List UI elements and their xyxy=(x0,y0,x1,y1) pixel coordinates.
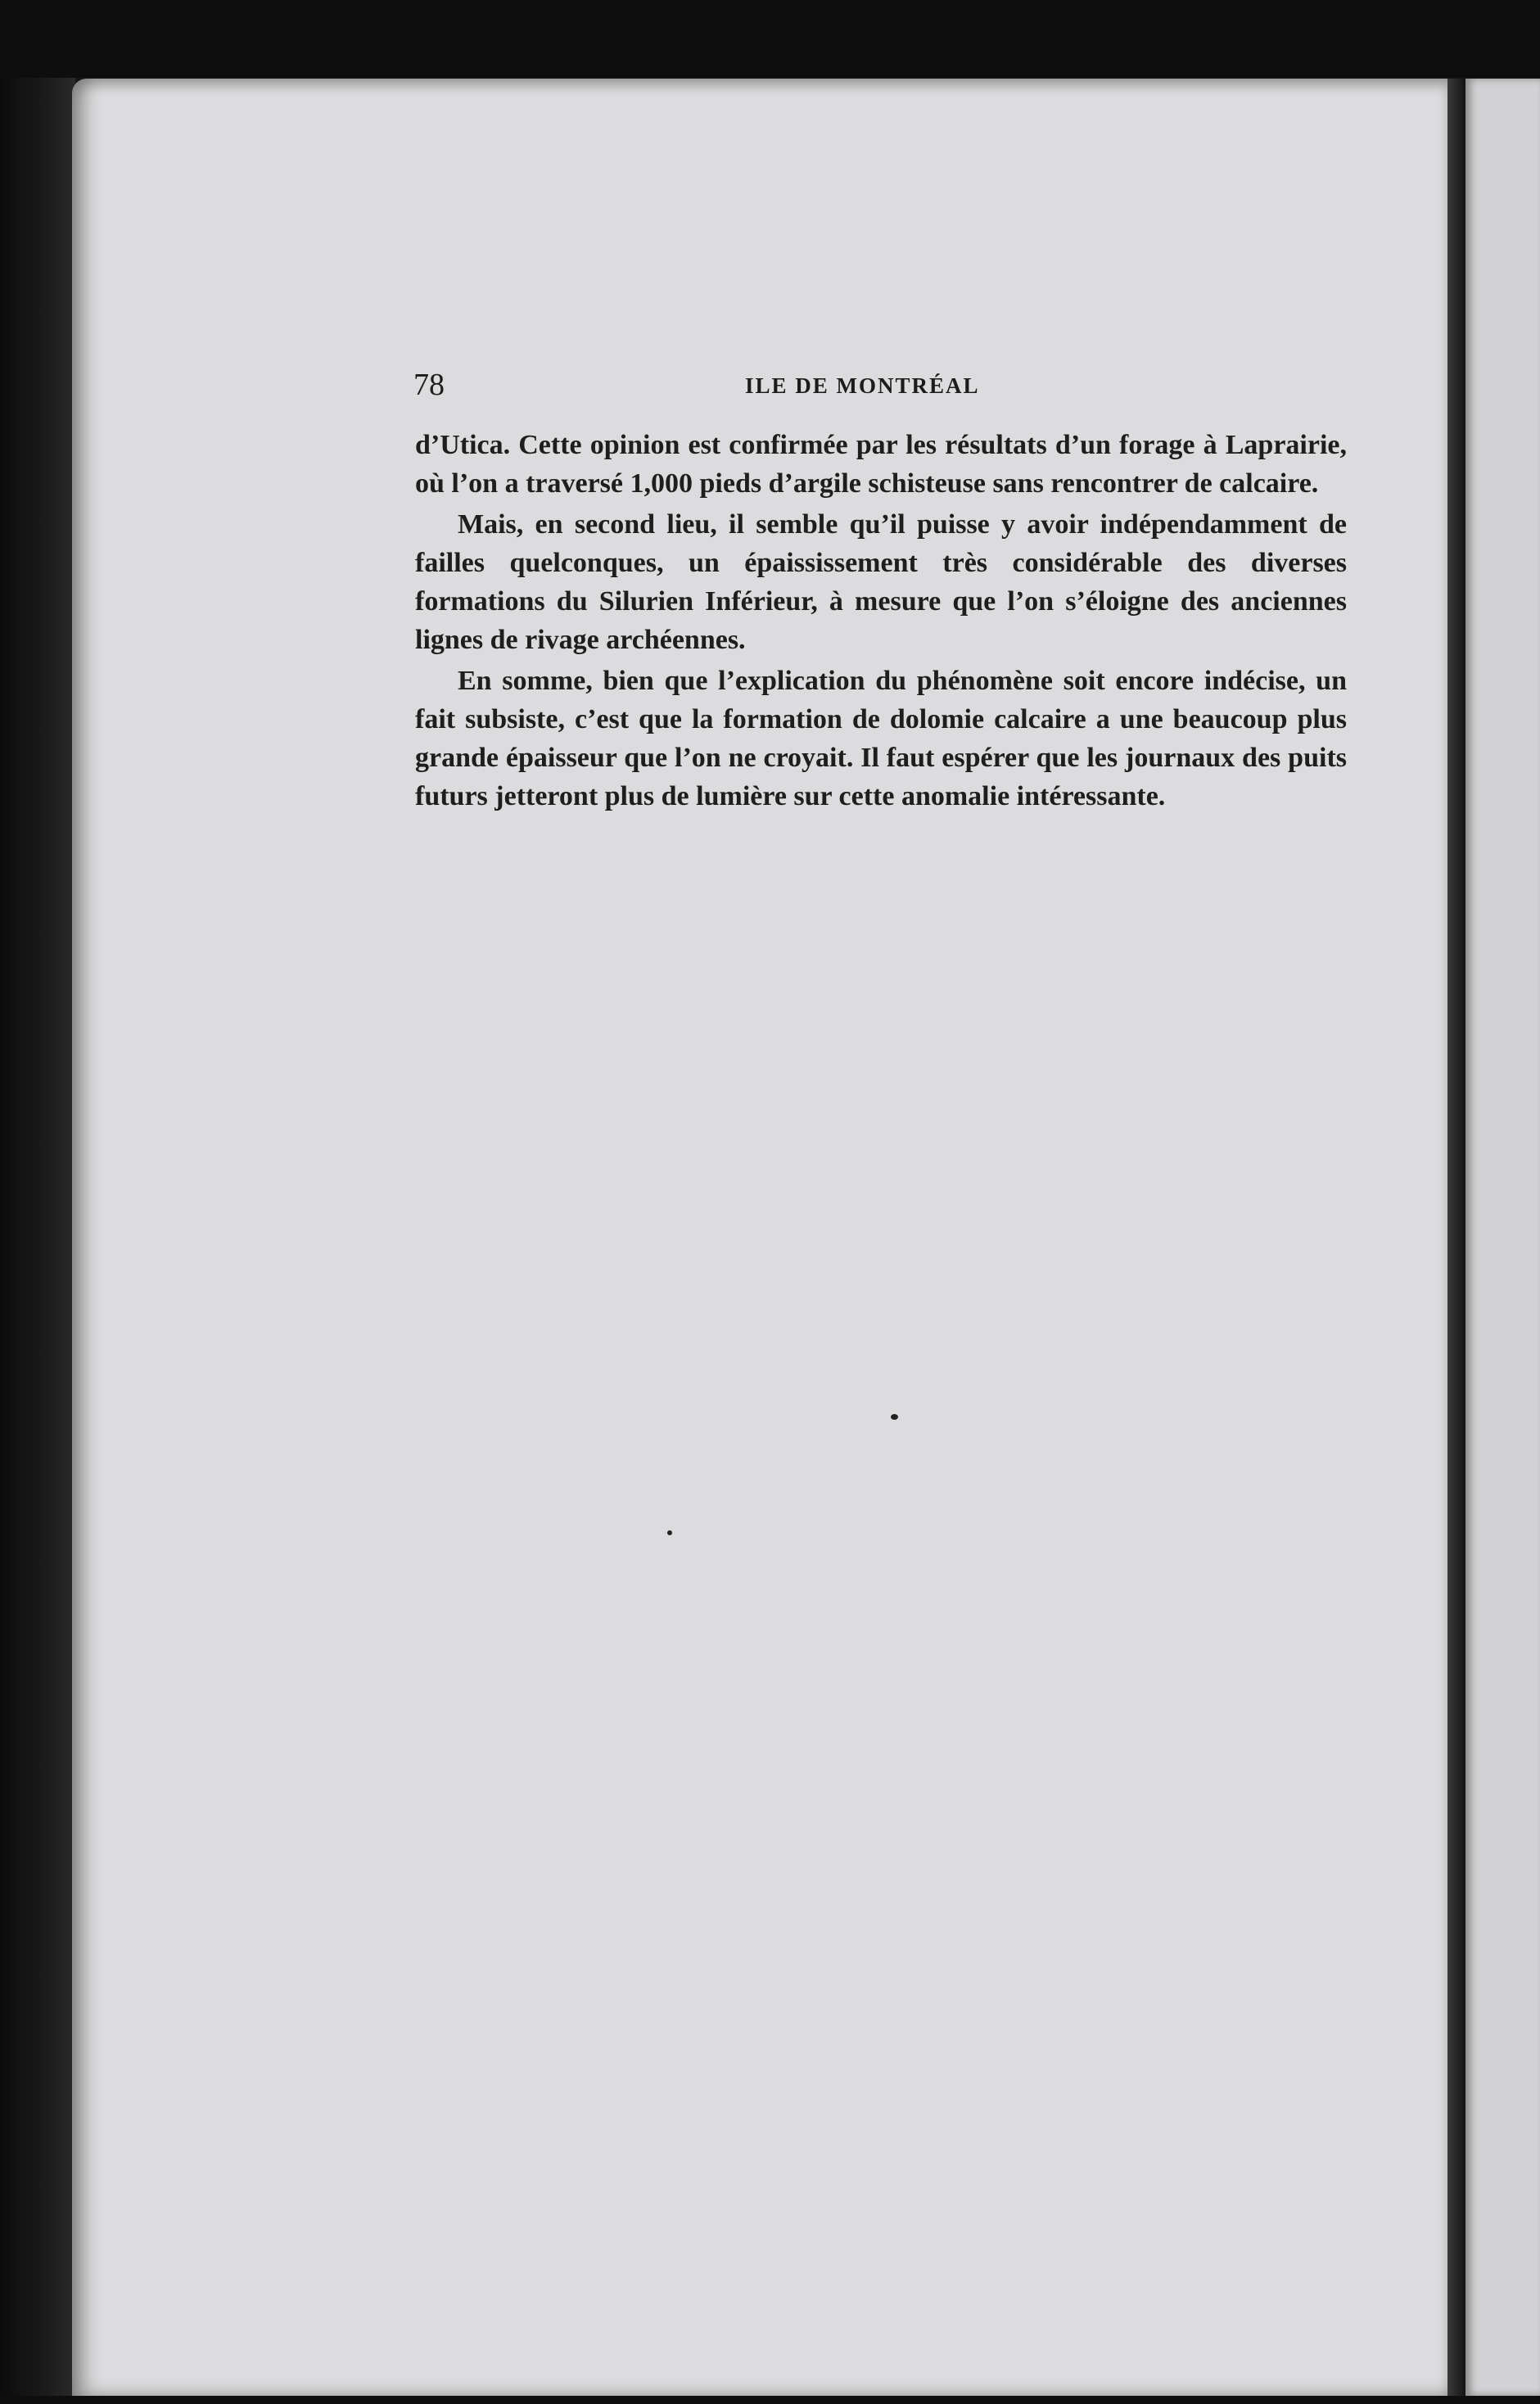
running-head: ILE DE MONTRÉAL xyxy=(745,373,980,398)
scan-border-bottom xyxy=(0,2396,1540,2404)
page-number: 78 xyxy=(413,368,445,402)
scan-border-left xyxy=(0,78,75,2404)
ink-speck xyxy=(667,1530,672,1535)
book-gutter xyxy=(1447,79,1465,2396)
ink-speck xyxy=(891,1414,898,1420)
paragraph-3: En somme, bien que l’explication du phénomène soit encore indécise, un fait subsiste, c’est que la formation de dolomie calcaire a une beaucoup plus grande épaisseur que l’on ne croyait. Il faut espérer que les journaux des puits futurs jetteront plus de lumière sur cette anomalie intéressante. xyxy=(415,666,1347,811)
page-header xyxy=(413,367,1347,408)
paragraph-1: d’Utica. Cette opinion est confirmée par les résultats d’un forage à Laprairie, où l’on a traversé 1,000 pieds d’argile schisteuse sans rencontrer de calcaire. xyxy=(415,430,1347,499)
facing-page-edge xyxy=(1465,79,1540,2396)
body-text xyxy=(415,426,1347,818)
scan-border-top xyxy=(0,0,1540,78)
paragraph-2: Mais, en second lieu, il semble qu’il puisse y avoir indépendamment de failles quelconques, un épaississement très considérable des diverses formations du Silurien Inférieur, à mesure que l’on s’éloigne des anciennes lignes de rivage archéennes. xyxy=(415,509,1347,655)
